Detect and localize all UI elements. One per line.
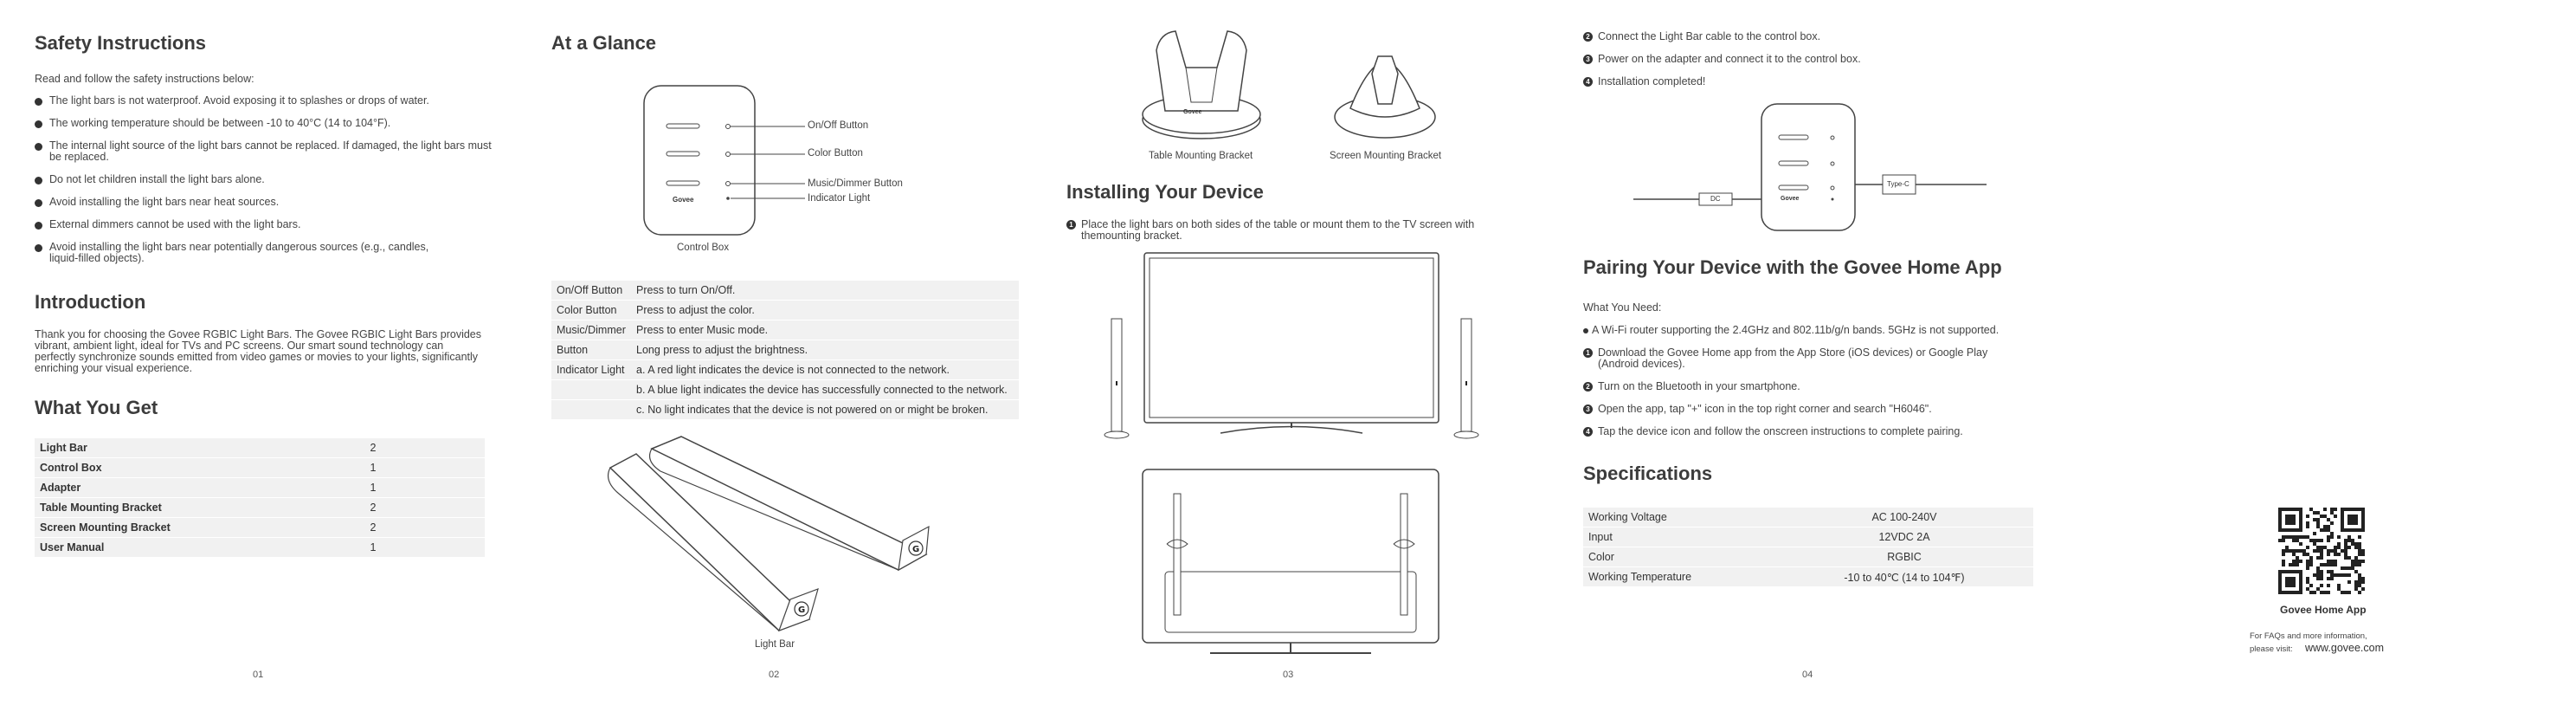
faq-line-1: For FAQs and more information,: [2250, 631, 2367, 641]
bullet-icon: [35, 199, 42, 207]
specifications-table: [1583, 508, 2033, 587]
safety-intro: Read and follow the safety instructions below:: [35, 73, 254, 85]
bracket-logo: Govee: [1183, 109, 1202, 115]
screen-mounting-bracket-illustration: [1333, 56, 1437, 143]
light-bar-illustration: [602, 442, 948, 637]
install-step-3: 3 Power on the adapter and connect it to the control box.: [1583, 54, 2031, 65]
qr-caption: Govee Home App: [2280, 604, 2367, 616]
pairing-step-1: 1 Download the Govee Home app from the App Store (iOS devices) or Google Play (Android devices).: [1583, 347, 2031, 370]
intro-text: Thank you for choosing the Govee RGBIC Light Bars. The Govee RGBIC Light Bars provides vibrant, ambient light, ideal for TVs and PC screens. Our smart sound technology can perfectly synchronize sounds emitted from video games or movies to your lights, significantly enriching your visual experience.: [35, 328, 481, 374]
connection-diagram: [1632, 102, 1995, 232]
safety-item: Do not let children install the light bars alone.: [35, 174, 499, 185]
table-row: c. No light indicates that the device is not powered on or might be broken.: [551, 400, 1019, 420]
bullet-icon: [35, 98, 42, 106]
bullet-icon: [35, 244, 42, 252]
safety-item: The light bars is not waterproof. Avoid exposing it to splashes or drops of water.: [35, 95, 499, 107]
step-number-icon: 2: [1583, 32, 1593, 42]
control-box-caption: Control Box: [677, 243, 730, 253]
pairing-title: Pairing Your Device with the Govee Home App: [1583, 256, 2002, 278]
safety-item: Avoid installing the light bars near heat sources.: [35, 197, 499, 208]
get-title: What You Get: [35, 397, 158, 418]
what-you-need-label: What You Need:: [1583, 301, 1662, 314]
spec-title: Specifications: [1583, 463, 1713, 484]
at-a-glance-title: At a Glance: [551, 32, 657, 54]
page-number: 04: [1802, 670, 1813, 680]
table-row: Input 12VDC 2A: [1583, 528, 2033, 547]
svg-text:G: G: [798, 605, 806, 615]
dc-connector-label: DC: [1710, 195, 1721, 203]
page-number: 03: [1283, 670, 1294, 680]
table-row: Music/Dimmer Press to enter Music mode.: [551, 320, 1019, 340]
pairing-item: A Wi-Fi router supporting the 2.4GHz and 802.11b/g/n bands. 5GHz is not supported.: [1583, 325, 2025, 336]
step-number-icon: 4: [1583, 77, 1593, 87]
table-row: Working Temperature -10 to 40℃ (14 to 104℉): [1583, 567, 2033, 587]
svg-text:G: G: [912, 545, 920, 554]
bullet-icon: [35, 222, 42, 230]
table-bracket-caption: Table Mounting Bracket: [1149, 151, 1253, 161]
button-function-table: [551, 281, 1019, 420]
table-row: Adapter 1: [35, 478, 485, 498]
callout-indicator: Indicator Light: [808, 193, 871, 204]
control-box-logo: Govee: [1781, 196, 1800, 202]
table-row: b. A blue light indicates the device has successfully connected to the network.: [551, 380, 1019, 400]
step-number-icon: 1: [1066, 220, 1076, 230]
step-number-icon: 3: [1583, 55, 1593, 64]
what-you-get-table: [35, 438, 485, 558]
table-row: User Manual 1: [35, 538, 485, 558]
table-row: Control Box 1: [35, 458, 485, 478]
bullet-icon: [1583, 328, 1588, 333]
step-number-icon: 2: [1583, 382, 1593, 392]
light-bar-caption: Light Bar: [755, 639, 795, 650]
callout-on-off: On/Off Button: [808, 120, 869, 131]
bullet-icon: [35, 143, 42, 151]
safety-item: The working temperature should be between -10 to 40°C (14 to 104°F).: [35, 118, 499, 129]
callout-music-dimmer: Music/Dimmer Button: [808, 178, 903, 189]
bullet-icon: [35, 177, 42, 184]
screen-bracket-caption: Screen Mounting Bracket: [1330, 151, 1442, 161]
control-box-logo: Govee: [673, 196, 694, 204]
table-row: Screen Mounting Bracket 2: [35, 518, 485, 538]
tv-back-mount-illustration: [1141, 468, 1444, 663]
pairing-step-3: 3 Open the app, tap "+" icon in the top right corner and search "H6046".: [1583, 404, 2031, 415]
qr-code: [2278, 508, 2368, 598]
safety-title: Safety Instructions: [35, 32, 207, 54]
intro-title: Introduction: [35, 291, 146, 313]
safety-item: Avoid installing the light bars near potentially dangerous sources (e.g., candles, liquid-filled objects).: [35, 242, 456, 264]
control-box-illustration: [641, 82, 814, 238]
table-row: On/Off Button Press to turn On/Off.: [551, 281, 1019, 301]
safety-item: External dimmers cannot be used with the light bars.: [35, 219, 499, 230]
pairing-step-2: 2 Turn on the Bluetooth in your smartphone.: [1583, 381, 2031, 392]
faq-line-2: please visit:: [2250, 644, 2293, 654]
table-row: Button Long press to adjust the brightness.: [551, 340, 1019, 360]
page-number: 02: [769, 670, 780, 680]
step-number-icon: 1: [1583, 348, 1593, 358]
typec-connector-label: Type-C: [1887, 180, 1909, 188]
install-step-4: 4 Installation completed!: [1583, 76, 2031, 87]
pairing-step-4: 4 Tap the device icon and follow the onscreen instructions to complete pairing.: [1583, 426, 2031, 437]
table-row: Table Mounting Bracket 2: [35, 498, 485, 518]
bullet-icon: [35, 120, 42, 128]
installing-title: Installing Your Device: [1066, 181, 1264, 203]
callout-color: Color Button: [808, 148, 863, 159]
safety-item: The internal light source of the light bars cannot be replaced. If damaged, the light bars must be replaced.: [35, 140, 499, 163]
table-row: Color RGBIC: [1583, 547, 2033, 567]
install-step-2: 2 Connect the Light Bar cable to the control box.: [1583, 31, 2031, 42]
website-link[interactable]: www.govee.com: [2305, 642, 2385, 654]
step-number-icon: 3: [1583, 405, 1593, 414]
table-mounting-bracket-illustration: [1141, 24, 1262, 146]
table-row: Indicator Light a. A red light indicates the device is not connected to the network.: [551, 360, 1019, 380]
install-step-1: 1 Place the light bars on both sides of the table or mount them to the TV screen with themounting bracket.: [1066, 219, 1514, 242]
table-row: Light Bar 2: [35, 438, 485, 458]
tv-with-light-bars-illustration: [1099, 251, 1480, 450]
step-number-icon: 4: [1583, 427, 1593, 437]
table-row: Working Voltage AC 100-240V: [1583, 508, 2033, 528]
table-row: Color Button Press to adjust the color.: [551, 301, 1019, 320]
page-number: 01: [253, 670, 264, 680]
